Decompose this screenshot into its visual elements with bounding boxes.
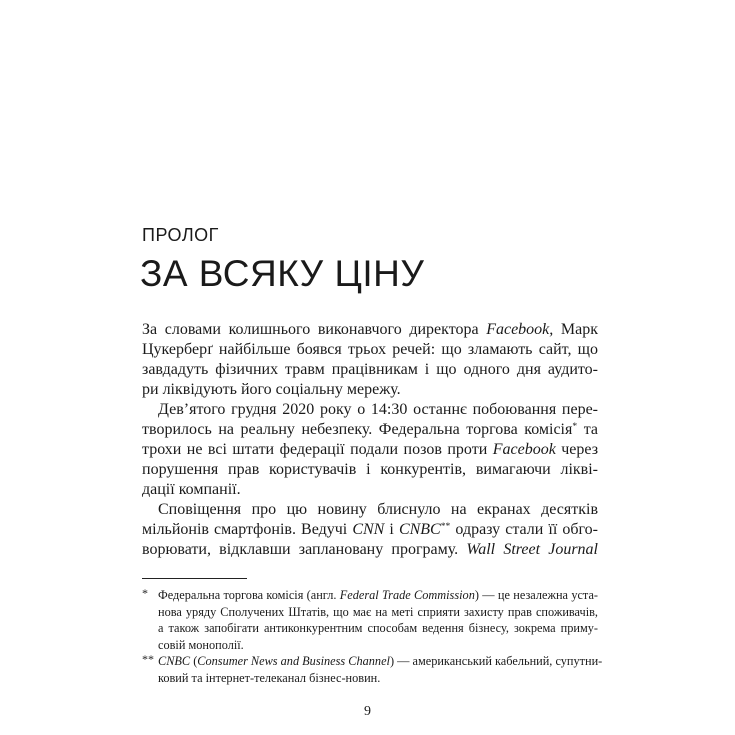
text-segment: через [555, 441, 599, 458]
text-line [142, 320, 598, 340]
text-segment: мільйонів смартфонів. Ведучі [142, 521, 353, 538]
footnote-marker: * [142, 586, 148, 600]
text-line [142, 440, 598, 460]
text-segment: Federal Trade Commission [339, 588, 475, 602]
text-segment: совій монополії. [158, 637, 244, 652]
text-line [142, 540, 598, 560]
footnote-line [142, 637, 598, 654]
text-segment: і [384, 521, 399, 538]
text-line [142, 460, 598, 480]
footnote-line [142, 620, 598, 637]
text-segment: CNBC [398, 521, 441, 538]
footnote-reference: * [572, 421, 578, 433]
text-line [142, 500, 598, 520]
footnote-marker: ** [142, 652, 154, 666]
text-segment: За словами колишнього виконавчого директора [142, 321, 487, 338]
chapter-title: ЗА ВСЯКУ ЦІНУ [140, 253, 425, 294]
text-line [142, 520, 598, 540]
text-segment: творилось на реальну небезпеку. Федеральна торгова комісія [142, 421, 573, 438]
text-segment: та [577, 421, 598, 438]
footnote-line [142, 604, 598, 621]
text-segment: порушення прав користувачів і конкурентів, вимагаючи ліквi- [142, 461, 598, 478]
text-segment: Wall Street Journal [466, 541, 599, 558]
footnote-divider [142, 578, 247, 579]
text-line [142, 380, 598, 400]
text-segment: Facebook [492, 441, 556, 458]
page-number: 9 [364, 704, 371, 719]
text-segment: Дев’ятого грудня 2020 року о 14:30 останнє побоювання пере- [158, 401, 598, 418]
text-line [142, 360, 598, 380]
text-segment: а також запобігати антиконкурентним способам ведення бізнесу, зокрема приму- [158, 621, 598, 635]
text-line [142, 400, 598, 420]
text-segment: дації компанії. [142, 481, 241, 498]
text-segment: ) — це незалежна уста- [474, 588, 598, 602]
text-segment: ковий та інтернет-телеканал бізнес-новин. [158, 670, 381, 685]
text-segment: Facebook, [486, 321, 554, 338]
text-segment: Марк [553, 321, 598, 338]
text-segment: нова уряду Сполучених Штатів, що має на меті сприяти захисту прав споживачів, [158, 604, 598, 619]
text-segment: ворювати, відклавши заплановану програму. [142, 541, 467, 558]
text-segment: CNBC [158, 654, 191, 668]
text-segment: одразу стали її обго- [450, 521, 598, 538]
text-segment: CNN [352, 521, 385, 538]
text-segment: Федеральна торгова комісія (англ. [158, 588, 340, 602]
footnote-line [142, 670, 598, 687]
text-segment: Consumer News and Business Channel [197, 654, 390, 668]
text-segment: ) — американський кабельний, супутни- [389, 654, 603, 668]
text-line [142, 480, 598, 500]
footnote-line [142, 587, 598, 604]
text-segment: Цукерберґ найбільше боявся трьох речей: що зламають сайт, що [142, 341, 598, 358]
text-segment: ( [190, 654, 198, 668]
text-line [142, 340, 598, 360]
section-label: ПРОЛОГ [142, 225, 219, 245]
footnotes [142, 586, 603, 686]
text-segment: Сповіщення про цю новину блиснуло на екранах десятків [158, 501, 598, 518]
body-text [142, 320, 598, 560]
footnote-reference: ** [440, 521, 451, 533]
text-segment: ри ліквідують його соціальну мережу. [142, 381, 401, 398]
text-line [142, 420, 598, 440]
text-segment: завдадуть фізичних травм працівникам і що одного дня аудито- [142, 361, 598, 378]
text-segment: трохи не всі штати федерації подали позов проти [142, 441, 493, 458]
footnote-line [142, 652, 603, 670]
